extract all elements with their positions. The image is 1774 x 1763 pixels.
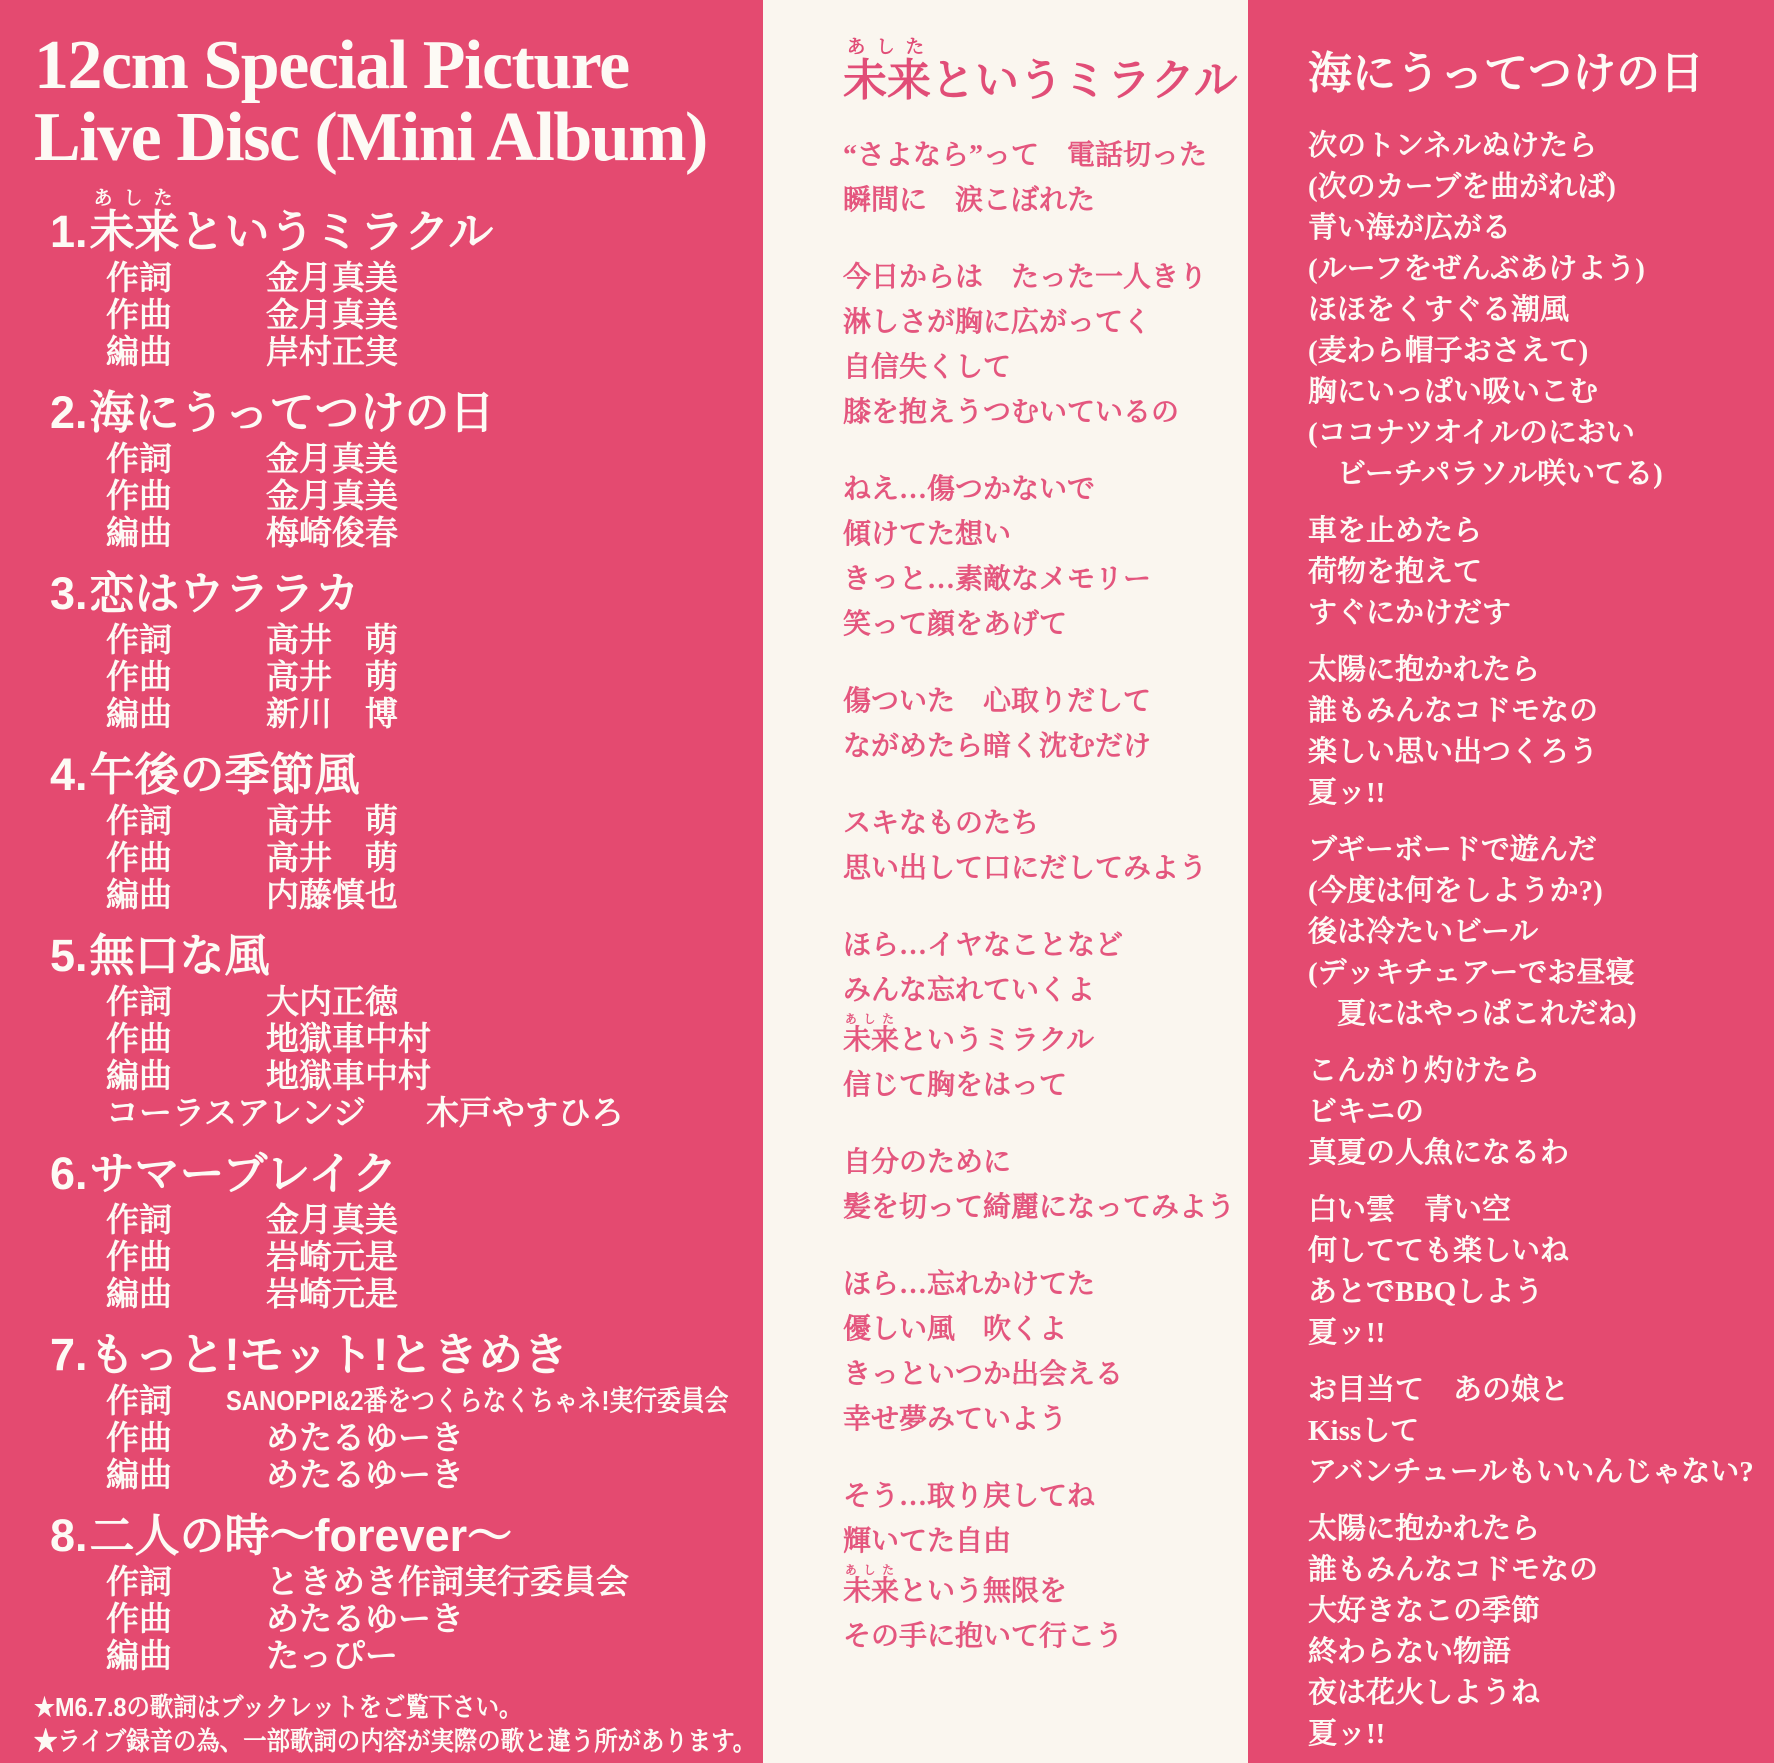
track-list	[34, 188, 749, 1674]
credit-name: 梅崎俊春	[266, 514, 398, 551]
credit-row	[34, 983, 749, 1020]
credit-name: 内藤慎也	[266, 876, 398, 913]
lyric-stanza	[1308, 650, 1774, 814]
lyric-stanza	[1308, 1190, 1774, 1354]
lyric-line: Kissして	[1308, 1415, 1420, 1447]
credit-row	[34, 1057, 749, 1094]
album-title	[34, 27, 749, 176]
credit-row	[34, 259, 749, 296]
lyric-line: (次のカーブを曲がれば)	[1308, 171, 1616, 203]
lyric-line: 夜は花火しようね	[1308, 1677, 1541, 1709]
lyric-line: ビキニの	[1308, 1096, 1425, 1128]
footnote-line: ★ライブ録音の為、一部歌詞の内容が実際の歌と違う所があります。	[34, 1726, 757, 1756]
credit-row	[34, 1382, 749, 1419]
lyric-stanza	[843, 467, 1248, 647]
lyrics-panel-mirai	[763, 0, 1248, 1763]
credit-label: 作曲	[106, 1238, 172, 1275]
lyrics-body-umi	[1308, 126, 1774, 1755]
credit-name: SANOPPI&2番をつくらなくちゃネ!実行委員会	[226, 1385, 729, 1416]
credit-label: 編曲	[106, 1456, 172, 1493]
credit-label: 編曲	[106, 1275, 172, 1312]
credit-row	[34, 1238, 749, 1275]
lyric-line: 太陽に抱かれたら	[1308, 1513, 1541, 1545]
credit-label: 編曲	[106, 876, 172, 913]
credit-label: 作詞	[106, 259, 172, 296]
credit-name: 金月真美	[266, 259, 398, 296]
credit-label: 作詞	[106, 1563, 172, 1600]
lyric-line: きっといつか出会える	[843, 1359, 1124, 1390]
track-item	[34, 929, 749, 1131]
lyric-line: ほら…忘れかけてた	[843, 1269, 1096, 1300]
lyric-line: アバンチュールもいいんじゃない?	[1308, 1456, 1754, 1488]
lyric-line: 思い出して口にだしてみよう	[843, 853, 1208, 884]
credit-row	[34, 802, 749, 839]
lyric-stanza	[843, 1474, 1248, 1659]
credit-row	[34, 440, 749, 477]
lyric-line: 笑って顔をあげて	[843, 609, 1068, 640]
ruby-annotated-word: 未来あした	[843, 1564, 900, 1607]
track-item	[34, 748, 749, 913]
credit-row	[34, 658, 749, 695]
lyric-line: 夏にはやっぱこれだね)	[1308, 998, 1637, 1030]
lyric-line: お目当て あの娘と	[1308, 1374, 1570, 1406]
credit-label: 作詞	[106, 440, 172, 477]
lyric-line: その手に抱いて行こう	[843, 1621, 1124, 1652]
footnote-line: ★M6.7.8の歌詞はブックレットをご覧下さい。	[34, 1692, 523, 1722]
credit-name: 金月真美	[266, 296, 398, 333]
lyric-line: 真夏の人魚になるわ	[1308, 1137, 1570, 1169]
lyric-line: (デッキチェアーでお昼寝	[1308, 957, 1635, 989]
credit-row	[34, 1020, 749, 1057]
album-title-line2: Live Disc (Mini Album)	[34, 99, 707, 176]
credit-label: 作曲	[106, 1600, 172, 1637]
lyric-line: 誰もみんなコドモなの	[1308, 695, 1599, 727]
credit-name: 岩崎元是	[266, 1275, 398, 1312]
lyric-line: 輝いてた自由	[843, 1526, 1012, 1557]
credit-label: 作詞	[106, 621, 172, 658]
lyric-line: 幸せ夢みていよう	[843, 1404, 1068, 1435]
credit-label: 作曲	[106, 1419, 172, 1456]
track-title: 8.二人の時～forever～	[50, 1510, 513, 1561]
track-number: 1.	[50, 206, 88, 257]
lyric-line: きっと…素敵なメモリー	[843, 564, 1152, 595]
track-title: 1.未来あしたというミラクル	[50, 188, 494, 257]
credit-row	[34, 1456, 749, 1493]
lyric-line: ねえ…傷つかないで	[843, 474, 1096, 505]
credit-name: 地獄車中村	[266, 1057, 431, 1094]
lyric-line: 誰もみんなコドモなの	[1308, 1554, 1599, 1586]
credit-label: 編曲	[106, 695, 172, 732]
credit-name: めたるゆーき	[266, 1600, 464, 1637]
lyric-line: 楽しい思い出つくろう	[1308, 736, 1599, 768]
credit-row	[34, 477, 749, 514]
track-item	[34, 1147, 749, 1312]
credit-row	[34, 1563, 749, 1600]
track-list-panel	[0, 0, 763, 1763]
lyric-line: 傷ついた 心取りだして	[843, 686, 1152, 717]
lyric-line: 大好きなこの季節	[1308, 1595, 1541, 1627]
lyric-line: (麦わら帽子おさえて)	[1308, 335, 1589, 367]
track-number: 5.	[50, 930, 88, 981]
credit-name: 木戸やすひろ	[426, 1094, 625, 1131]
lyric-line: 自信失くして	[843, 352, 1012, 383]
track-title: 6.サマーブレイク	[50, 1148, 398, 1199]
lyric-line: (ココナツオイルのにおい	[1308, 417, 1635, 449]
credit-name: ときめき作詞実行委員会	[266, 1563, 629, 1600]
lyric-line: 車を止めたら	[1308, 515, 1483, 547]
lyric-line: 髪を切って綺麗になってみよう	[843, 1192, 1236, 1223]
track-number: 3.	[50, 568, 88, 619]
lyric-line: 夏ッ!!	[1308, 1317, 1386, 1349]
credit-row	[34, 1419, 749, 1456]
credit-label: コーラスアレンジ	[106, 1094, 367, 1131]
lyric-line: ほほをくすぐる潮風	[1308, 294, 1570, 326]
track-title: 2.海にうってつけの日	[50, 387, 495, 438]
lyric-line: あとでBBQしよう	[1308, 1276, 1544, 1308]
credit-row	[34, 695, 749, 732]
lyric-line: 荷物を抱えて	[1308, 556, 1483, 588]
track-title: 5.無口な風	[50, 930, 270, 981]
credit-label: 作曲	[106, 839, 172, 876]
credit-row	[34, 1201, 749, 1238]
track-title: 4.午後の季節風	[50, 749, 360, 800]
credit-name: 金月真美	[266, 1201, 398, 1238]
credit-name: 地獄車中村	[266, 1020, 431, 1057]
track-item	[34, 567, 749, 732]
credit-label: 作詞	[106, 983, 172, 1020]
lyric-stanza	[1308, 1370, 1774, 1493]
credit-name: 高井 萌	[266, 621, 398, 658]
ruby-annotated-word: 未来あした	[843, 36, 931, 105]
track-title: 3.恋はウララカ	[50, 568, 360, 619]
credit-name: 高井 萌	[266, 658, 398, 695]
track-item	[34, 386, 749, 551]
lyric-line: 淋しさが胸に広がってく	[843, 307, 1152, 338]
credit-label: 編曲	[106, 514, 172, 551]
lyric-line: 傾けてた想い	[843, 519, 1012, 550]
lyric-stanza	[843, 133, 1248, 223]
lyric-line: ほら…イヤなことなど	[843, 930, 1124, 961]
lyric-stanza	[843, 801, 1248, 891]
credit-row	[34, 333, 749, 370]
credit-row	[34, 1275, 749, 1312]
lyric-line: (ルーフをぜんぶあけよう)	[1308, 253, 1645, 285]
lyric-stanza	[843, 923, 1248, 1108]
credit-row	[34, 1637, 749, 1674]
track-title: 7.もっと!モット!ときめき	[50, 1329, 569, 1380]
credit-label: 編曲	[106, 1057, 172, 1094]
credit-label: 作詞	[106, 1201, 172, 1238]
lyric-stanza	[843, 1140, 1248, 1230]
credit-row	[34, 1094, 749, 1131]
lyric-line: 胸にいっぱい吸いこむ	[1308, 376, 1599, 408]
credit-row	[34, 839, 749, 876]
track-number: 2.	[50, 387, 88, 438]
lyric-line: 後は冷たいビール	[1308, 916, 1539, 948]
lyrics-panel-umi	[1248, 0, 1774, 1763]
lyric-line: (今度は何をしようか?)	[1308, 875, 1603, 907]
track-number: 6.	[50, 1148, 88, 1199]
credit-label: 作曲	[106, 477, 172, 514]
credit-row	[34, 514, 749, 551]
lyric-stanza	[1308, 126, 1774, 495]
credit-name: 金月真美	[266, 440, 398, 477]
lyric-line: みんな忘れていくよ	[843, 975, 1096, 1006]
lyric-line: 今日からは たった一人きり	[843, 262, 1208, 293]
lyric-line: 終わらない物語	[1308, 1636, 1512, 1668]
lyric-line: 膝を抱えうつむいているの	[843, 397, 1180, 428]
lyric-stanza	[843, 255, 1248, 435]
lyric-line: そう…取り戻してね	[843, 1481, 1096, 1512]
lyric-line: 未来あしたというミラクル	[843, 1013, 1095, 1056]
lyric-line: 未来あしたという無限を	[843, 1564, 1068, 1607]
lyric-line: 次のトンネルぬけたら	[1308, 130, 1598, 162]
lyric-line: ビーチパラソル咲いてる)	[1308, 458, 1663, 490]
lyric-line: ブギーボードで遊んだ	[1308, 834, 1597, 866]
credit-label: 作曲	[106, 1020, 172, 1057]
credit-row	[34, 1600, 749, 1637]
credit-name: めたるゆーき	[266, 1456, 464, 1493]
credit-label: 作詞	[106, 802, 172, 839]
lyric-stanza	[1308, 830, 1774, 1035]
lyric-line: “さよなら”って 電話切った	[843, 140, 1208, 171]
footnotes	[34, 1690, 757, 1758]
lyrics-body-mirai	[843, 133, 1248, 1659]
credit-label: 作曲	[106, 296, 172, 333]
track-number: 8.	[50, 1510, 88, 1561]
track-number: 7.	[50, 1329, 88, 1380]
credit-row	[34, 876, 749, 913]
credit-label: 編曲	[106, 333, 172, 370]
lyric-line: 白い雲 青い空	[1308, 1194, 1512, 1226]
lyric-line: スキなものたち	[843, 808, 1040, 839]
credit-label: 作詞	[106, 1382, 172, 1419]
track-item	[34, 188, 749, 370]
lyric-stanza	[843, 679, 1248, 769]
lyric-line: 青い海が広がる	[1308, 212, 1512, 244]
credit-name: 高井 萌	[266, 802, 398, 839]
track-item	[34, 1328, 749, 1493]
track-item	[34, 1509, 749, 1674]
credit-name: 高井 萌	[266, 839, 398, 876]
credit-label: 編曲	[106, 1637, 172, 1674]
lyric-stanza	[1308, 1509, 1774, 1755]
credit-name: 大内正徳	[266, 983, 398, 1020]
lyric-line: 優しい風 吹くよ	[843, 1314, 1068, 1345]
lyric-line: 夏ッ!!	[1308, 1718, 1386, 1750]
credit-name: 金月真美	[266, 477, 398, 514]
album-title-line1: 12cm Special Picture	[34, 27, 629, 104]
credit-name: たっぴー	[266, 1637, 398, 1674]
credit-name: 新川 博	[266, 695, 398, 732]
lyric-line: 瞬間に 涙こぼれた	[843, 185, 1096, 216]
lyric-stanza	[1308, 511, 1774, 634]
lyric-line: 夏ッ!!	[1308, 777, 1386, 809]
lyric-line: 太陽に抱かれたら	[1308, 654, 1541, 686]
credit-row	[34, 296, 749, 333]
credit-name: 岸村正実	[266, 333, 398, 370]
lyrics-title-umi: 海にうってつけの日	[1308, 49, 1704, 98]
lyric-line: すぐにかけだす	[1308, 597, 1512, 629]
credit-name: 岩崎元是	[266, 1238, 398, 1275]
credit-row	[34, 621, 749, 658]
lyric-line: 信じて胸をはって	[843, 1070, 1068, 1101]
lyric-line: 自分のために	[843, 1147, 1012, 1178]
credit-name: めたるゆーき	[266, 1419, 464, 1456]
ruby-annotated-word: 未来あした	[89, 188, 180, 257]
credit-label: 作曲	[106, 658, 172, 695]
lyric-stanza	[843, 1262, 1248, 1442]
lyric-line: 何してても楽しいね	[1308, 1235, 1570, 1267]
lyrics-title-mirai: 未来あしたというミラクル	[843, 36, 1238, 105]
ruby-annotated-word: 未来あした	[843, 1013, 900, 1056]
lyric-stanza	[1308, 1051, 1774, 1174]
lyric-line: ながめたら暗く沈むだけ	[843, 731, 1152, 762]
track-number: 4.	[50, 749, 88, 800]
lyric-line: こんがり灼けたら	[1308, 1055, 1541, 1087]
